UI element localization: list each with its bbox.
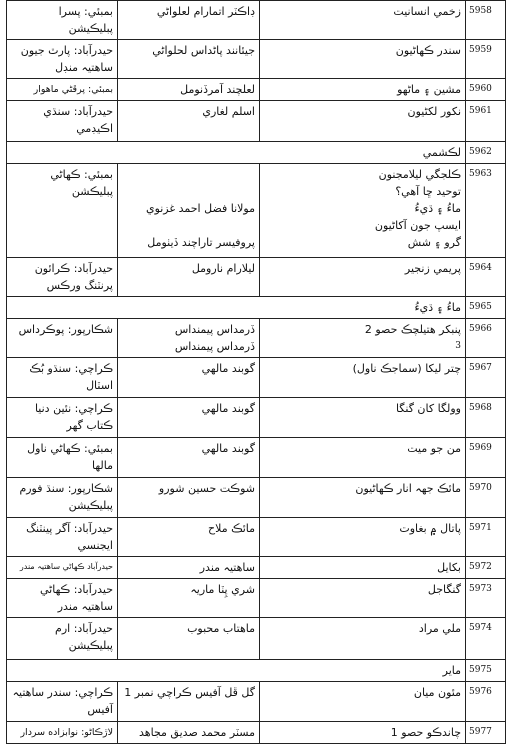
title-cell xyxy=(260,101,466,142)
publisher-cell xyxy=(7,1,118,40)
publisher-cell xyxy=(7,398,118,438)
title-cell xyxy=(260,438,466,478)
publisher-line: مالها xyxy=(91,459,113,472)
table-row xyxy=(7,478,506,518)
title-line: 3 xyxy=(455,341,461,351)
title-cell xyxy=(260,398,466,438)
table-row xyxy=(7,142,506,164)
publisher-line: بمبئي: ڪهاڻي xyxy=(50,168,113,181)
publisher-cell xyxy=(7,682,118,722)
title-cell xyxy=(260,478,466,518)
title-cell xyxy=(260,164,466,258)
title-line: پاتال ۾ بغاوت xyxy=(399,522,461,535)
publisher-cell xyxy=(7,518,118,557)
entry-number: 5964 xyxy=(466,258,506,297)
publisher-line: حيدرآباد: ڪهاڻي xyxy=(40,583,113,596)
title-line: ايسپ جون آکاڻيون xyxy=(374,219,461,232)
publisher-line: بمبئي: پرڦڻي ماهوار xyxy=(33,84,113,95)
title-cell xyxy=(260,518,466,557)
publisher-line: شڪارپور: سنڌ فورم xyxy=(19,482,113,495)
author-cell xyxy=(118,478,260,518)
publisher-line: ڪتاب گهر xyxy=(66,419,113,432)
author-cell xyxy=(118,40,260,79)
author-line: شوڪت حسين شورو xyxy=(158,482,255,495)
table-row xyxy=(7,722,506,744)
title-line: مائڪ جهہ انار ڪهاڻيون xyxy=(355,482,461,495)
entry-number: 5969 xyxy=(466,438,506,478)
author-line: شري پِٽا ماريہ xyxy=(190,583,255,596)
author-line: لعلچند آمرڏنومل xyxy=(180,83,255,96)
entry-number: 5974 xyxy=(466,618,506,660)
title-cell xyxy=(260,722,466,744)
author-line xyxy=(122,217,255,234)
author-cell xyxy=(118,518,260,557)
entry-number: 5967 xyxy=(466,358,506,398)
author-line: گل ڦل آفيس ڪراچي نمبر 1 xyxy=(124,686,255,699)
table-row xyxy=(7,557,506,579)
author-line: ليلارام نارومل xyxy=(191,262,255,275)
title-line: مشين ۽ ماڻهو xyxy=(397,83,461,96)
title-line: چاندڪو حصو 1 xyxy=(390,726,461,739)
publisher-line: حيدرآباد: آگر پينٽنگ xyxy=(26,522,113,535)
table-row xyxy=(7,682,506,722)
publisher-cell xyxy=(7,579,118,618)
author-line xyxy=(122,166,255,183)
title-line: گرو ۽ شش xyxy=(407,236,461,249)
publisher-line: شڪارپور: پوڪرداس xyxy=(18,323,113,336)
author-cell xyxy=(118,101,260,142)
author-cell xyxy=(118,557,260,579)
entry-number: 5958 xyxy=(466,1,506,40)
publisher-line: حيدرآباد: سنڌي xyxy=(43,105,113,118)
title-cell xyxy=(260,79,466,101)
author-cell xyxy=(118,258,260,297)
entry-number: 5965 xyxy=(466,297,506,319)
table-row xyxy=(7,297,506,319)
author-line xyxy=(122,183,255,200)
title-line: چتر ليکا (سماجڪ ناول) xyxy=(352,362,461,375)
publisher-cell xyxy=(7,319,118,358)
publisher-cell xyxy=(7,478,118,518)
title-cell xyxy=(260,319,466,358)
title-cell xyxy=(260,1,466,40)
publisher-line: حيدرآباد: ڪرائون xyxy=(34,262,113,275)
publisher-line: پبليڪيشن xyxy=(68,22,113,35)
publisher-line: لاڙڪاڻو: نوابزاده سردار xyxy=(20,727,113,738)
table-row xyxy=(7,438,506,478)
title-cell xyxy=(260,579,466,618)
entry-number: 5976 xyxy=(466,682,506,722)
author-cell xyxy=(118,1,260,40)
table-row xyxy=(7,101,506,142)
table-row xyxy=(7,518,506,557)
table-row xyxy=(7,1,506,40)
author-cell xyxy=(118,319,260,358)
table-row xyxy=(7,79,506,101)
publisher-line: ايجنسي xyxy=(77,539,113,552)
publisher-line: پرنٽنگ ورڪس xyxy=(46,279,113,292)
publisher-line: حيدرآباد: پارٽ جيون xyxy=(20,44,113,57)
title-cell xyxy=(7,297,466,319)
author-cell xyxy=(118,398,260,438)
table-row xyxy=(7,358,506,398)
table-row xyxy=(7,660,506,682)
author-line: گوبند مالهي xyxy=(201,402,255,415)
publisher-cell xyxy=(7,557,118,579)
entry-number: 5975 xyxy=(466,660,506,682)
title-cell xyxy=(260,258,466,297)
title-line: لڪشمي xyxy=(422,146,461,159)
table-row xyxy=(7,398,506,438)
author-line: اسلم لغاري xyxy=(202,105,255,118)
title-line: ماءُ ۽ ڌيءُ xyxy=(414,202,461,215)
table-row xyxy=(7,579,506,618)
title-cell xyxy=(260,618,466,660)
catalog-table xyxy=(6,0,506,744)
author-line: ساهتيہ مندر xyxy=(199,561,255,574)
title-line: پنبکر هتيلچڪ حصو 2 xyxy=(364,323,461,336)
title-line: ماير xyxy=(442,664,461,677)
author-cell xyxy=(118,722,260,744)
title-line: توحيد ڇا آهي؟ xyxy=(395,185,461,198)
title-cell xyxy=(260,557,466,579)
title-line: مئون ميان xyxy=(413,686,461,699)
entry-number: 5963 xyxy=(466,164,506,258)
publisher-line: ڪراچي: سنڌو بُڪ xyxy=(29,362,113,375)
title-line: ڪلجگي ليلامجنون xyxy=(378,168,461,181)
entry-number: 5960 xyxy=(466,79,506,101)
entry-number: 5962 xyxy=(466,142,506,164)
author-line: مسٽر محمد صديق مجاهد xyxy=(139,726,255,739)
publisher-line: ساهتيہ منڊل xyxy=(55,61,113,74)
table-row xyxy=(7,258,506,297)
publisher-line: بمبئي: ڪهاڻي ناول xyxy=(27,442,113,455)
author-cell xyxy=(118,579,260,618)
title-line: وولگا کان گنگا xyxy=(395,402,461,415)
author-cell xyxy=(118,164,260,258)
title-line: ملي مراد xyxy=(418,622,461,635)
publisher-line: ڪراچي: نئين دنيا xyxy=(34,402,113,415)
publisher-line: حيدرآباد ڪهاڻي ساهتيہ مندر xyxy=(19,562,113,571)
author-line: ڏرمداس پيمنداس xyxy=(174,323,255,336)
author-line: ڊاڪٽر اتمارام لعلواڻي xyxy=(156,5,255,18)
publisher-cell xyxy=(7,618,118,660)
table-row xyxy=(7,618,506,660)
title-line: ماءُ ۽ ڌيءُ xyxy=(414,301,461,314)
catalog-rows xyxy=(7,1,506,744)
publisher-line: پبليڪشن xyxy=(71,185,113,198)
title-line: من جو ميت xyxy=(407,442,461,455)
title-cell xyxy=(7,660,466,682)
publisher-line: حيدرآباد: ارم xyxy=(55,622,113,635)
title-line: سندر ڪهاڻيون xyxy=(395,44,461,57)
title-line: زخمي انسانيت xyxy=(393,5,461,18)
author-cell xyxy=(118,438,260,478)
publisher-cell xyxy=(7,40,118,79)
author-line: جيئانند پاڻداس لحلواڻي xyxy=(152,44,255,57)
entry-number: 5972 xyxy=(466,557,506,579)
author-line: ڏرمداس پيمنداس xyxy=(174,340,255,353)
publisher-cell xyxy=(7,258,118,297)
table-row xyxy=(7,319,506,358)
publisher-line: پبليڪيشن xyxy=(68,499,113,512)
entry-number: 5961 xyxy=(466,101,506,142)
title-line: بکايل xyxy=(437,561,461,574)
table-row xyxy=(7,164,506,258)
title-line: نکور لکڻيون xyxy=(407,105,461,118)
publisher-line: اڪيڊمي xyxy=(76,122,113,135)
author-line: مائڪ ملاح xyxy=(208,522,255,535)
publisher-cell xyxy=(7,79,118,101)
entry-number: 5971 xyxy=(466,518,506,557)
author-line: ماهتاب محبوب xyxy=(187,622,255,635)
author-line: گوبند مالهي xyxy=(201,442,255,455)
entry-number: 5968 xyxy=(466,398,506,438)
publisher-cell xyxy=(7,164,118,258)
author-cell xyxy=(118,358,260,398)
publisher-line: پبليڪيشن xyxy=(68,639,113,652)
author-line: پروفيسر تاراچند ڏيٺومل xyxy=(147,236,255,249)
title-cell xyxy=(260,682,466,722)
author-cell xyxy=(118,682,260,722)
author-line: مولانا فضل احمد غزنوي xyxy=(145,202,255,215)
entry-number: 5970 xyxy=(466,478,506,518)
author-cell xyxy=(118,618,260,660)
entry-number: 5973 xyxy=(466,579,506,618)
catalog-page xyxy=(6,0,501,739)
publisher-line: اسٽال xyxy=(86,379,113,392)
publisher-line: ڪراچي: سندر ساهتيہ xyxy=(12,686,113,699)
author-line: گوبند مالهي xyxy=(201,362,255,375)
author-cell xyxy=(118,79,260,101)
publisher-line: بمبئي: پسرا xyxy=(58,5,113,18)
publisher-cell xyxy=(7,358,118,398)
entry-number: 5959 xyxy=(466,40,506,79)
table-row xyxy=(7,40,506,79)
title-cell xyxy=(260,358,466,398)
publisher-cell xyxy=(7,438,118,478)
entry-number: 5966 xyxy=(466,319,506,358)
entry-number: 5977 xyxy=(466,722,506,744)
title-line: پريمي زنجير xyxy=(404,262,461,275)
publisher-cell xyxy=(7,101,118,142)
title-cell xyxy=(7,142,466,164)
publisher-cell xyxy=(7,722,118,744)
title-line: گنگاجل xyxy=(427,583,461,596)
publisher-line: آفيس xyxy=(87,703,113,716)
publisher-line: ساهتيہ مندر xyxy=(57,600,113,613)
title-cell xyxy=(260,40,466,79)
